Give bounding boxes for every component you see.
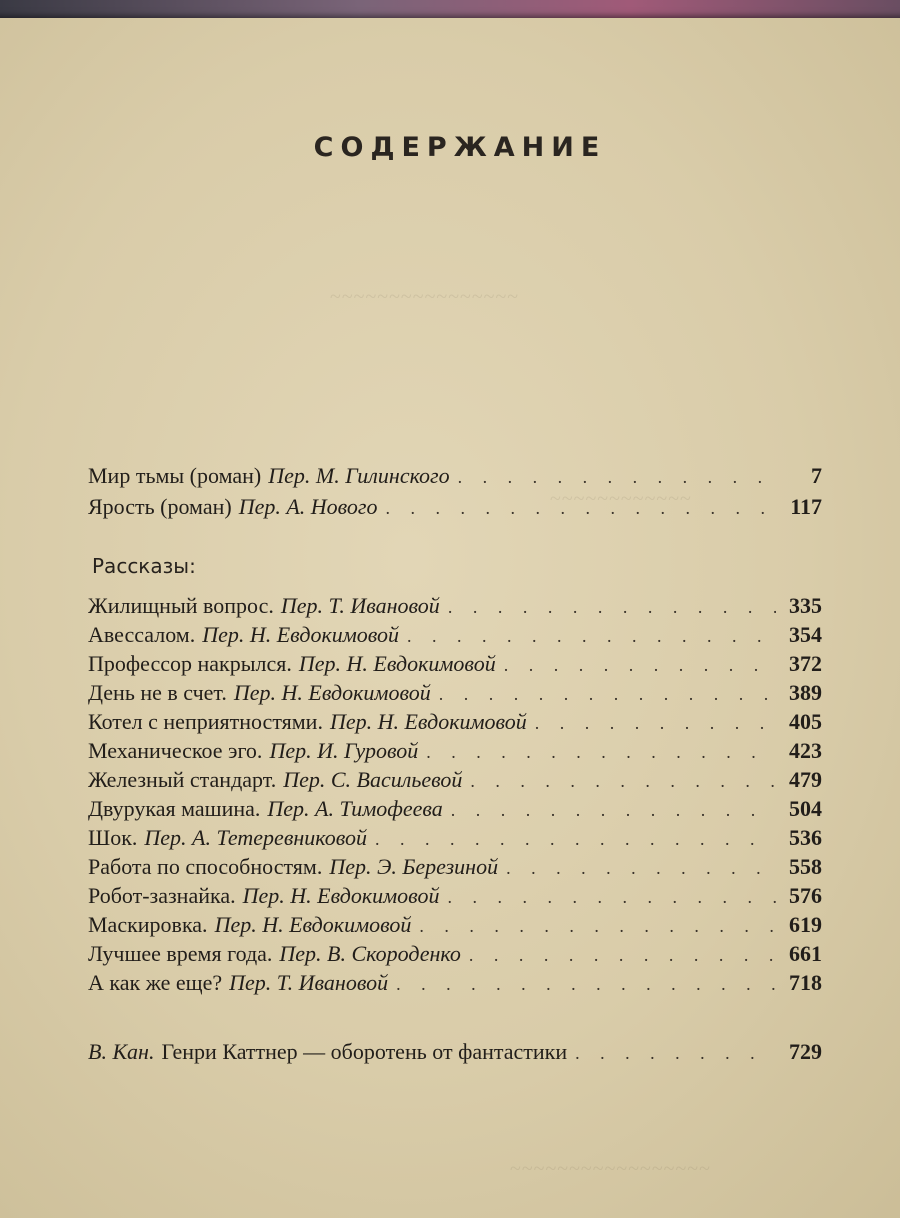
entry-title: День не в счет.	[88, 680, 227, 705]
entry-translator: Пер. Н. Евдокимовой	[202, 622, 400, 647]
entry-page: 729	[789, 1039, 822, 1064]
entry-title: Шок.	[88, 825, 138, 850]
toc-entry-story	[88, 941, 822, 971]
toc-entry-story	[88, 796, 822, 826]
toc-entry-story	[88, 883, 822, 913]
leader-dots	[447, 887, 776, 908]
leader-dots	[469, 945, 776, 966]
entry-title: Профессор накрылся.	[88, 651, 292, 676]
entry-title: Робот-зазнайка.	[88, 883, 236, 908]
entry-page: 661	[789, 941, 822, 966]
leader-dots	[386, 498, 776, 519]
toc-entry-story	[88, 738, 822, 768]
bleed-through-text: ~~~~~~~~~~~~	[550, 488, 692, 510]
entry-page: 718	[789, 970, 822, 995]
entry-translator: Пер. Т. Ивановой	[280, 593, 440, 618]
entry-translator: Пер. А. Тимофеева	[267, 796, 443, 821]
entry-page: 7	[811, 463, 822, 488]
toc-entry-story	[88, 970, 822, 1000]
page-title: СОДЕРЖАНИЕ	[313, 132, 607, 163]
toc-entry-story	[88, 854, 822, 884]
leader-dots	[504, 655, 776, 676]
entry-page: 479	[789, 767, 822, 792]
toc-entry-novel-2	[88, 494, 822, 524]
entry-title: Механическое эго.	[88, 738, 263, 763]
leader-dots	[458, 467, 776, 488]
entry-page: 558	[789, 854, 822, 879]
entry-page: 423	[789, 738, 822, 763]
entry-page: 504	[789, 796, 822, 821]
toc-entry-story	[88, 651, 822, 681]
entry-title: Жилищный вопрос.	[88, 593, 274, 618]
leader-dots	[407, 626, 776, 647]
entry-title: Железный стандарт.	[88, 767, 277, 792]
leader-dots	[439, 684, 776, 705]
entry-page: 389	[789, 680, 822, 705]
entry-translator: Пер. М. Гилинского	[268, 463, 450, 488]
entry-page: 335	[789, 593, 822, 618]
entry-translator: Пер. И. Гуровой	[269, 738, 419, 763]
entry-page: 117	[790, 494, 822, 519]
toc-entry-story	[88, 767, 822, 797]
entry-page: 354	[789, 622, 822, 647]
entry-page: 576	[789, 883, 822, 908]
entry-title: Двурукая машина.	[88, 796, 261, 821]
entry-translator: Пер. Т. Ивановой	[229, 970, 389, 995]
entry-title: Генри Каттнер — оборотень от фантастики	[161, 1039, 568, 1064]
toc-entry-story	[88, 680, 822, 710]
entry-page: 372	[789, 651, 822, 676]
bleed-through-text: ~~~~~~~~~~~~~~~~	[330, 286, 520, 308]
entry-title: Мир тьмы (роман)	[88, 463, 262, 488]
toc-entry-afterword	[88, 1039, 822, 1069]
entry-title: А как же еще?	[88, 970, 223, 995]
toc-entry-story	[88, 825, 822, 855]
leader-dots	[535, 713, 776, 734]
entry-translator: Пер. Н. Евдокимовой	[242, 883, 440, 908]
entry-title: Маскировка.	[88, 912, 208, 937]
leader-dots	[451, 800, 776, 821]
afterword-author: В. Кан.	[88, 1039, 155, 1064]
leader-dots	[426, 742, 776, 763]
leader-dots	[375, 829, 776, 850]
leader-dots	[419, 916, 776, 937]
entry-translator: Пер. А. Тетеревниковой	[144, 825, 367, 850]
entry-translator: Пер. Э. Березиной	[329, 854, 499, 879]
leader-dots	[470, 771, 776, 792]
bleed-through-text: ~~~~~~~~~~~~~~~~~	[510, 1158, 711, 1180]
leader-dots	[448, 597, 776, 618]
entry-title: Лучшее время года.	[88, 941, 273, 966]
toc-entry-story	[88, 593, 822, 623]
toc-entry-story	[88, 912, 822, 942]
entry-title: Ярость (роман)	[88, 494, 232, 519]
entry-translator: Пер. А. Нового	[238, 494, 378, 519]
entry-title: Авессалом.	[88, 622, 196, 647]
entry-translator: Пер. С. Васильевой	[283, 767, 463, 792]
entry-translator: Пер. В. Скороденко	[279, 941, 461, 966]
entry-page: 536	[789, 825, 822, 850]
toc-entry-story	[88, 622, 822, 652]
entry-translator: Пер. Н. Евдокимовой	[298, 651, 496, 676]
toc-entry-story	[88, 709, 822, 739]
entry-title: Котел с неприятностями.	[88, 709, 323, 734]
entry-translator: Пер. Н. Евдокимовой	[233, 680, 431, 705]
leader-dots	[575, 1043, 776, 1064]
leader-dots	[506, 858, 776, 879]
entry-page: 619	[789, 912, 822, 937]
leader-dots	[396, 974, 776, 995]
entry-page: 405	[789, 709, 822, 734]
entry-translator: Пер. Н. Евдокимовой	[214, 912, 412, 937]
toc-entry-novel-1	[88, 463, 822, 493]
entry-translator: Пер. Н. Евдокимовой	[329, 709, 527, 734]
stories-heading: Рассказы:	[92, 554, 196, 578]
entry-title: Работа по способностям.	[88, 854, 323, 879]
